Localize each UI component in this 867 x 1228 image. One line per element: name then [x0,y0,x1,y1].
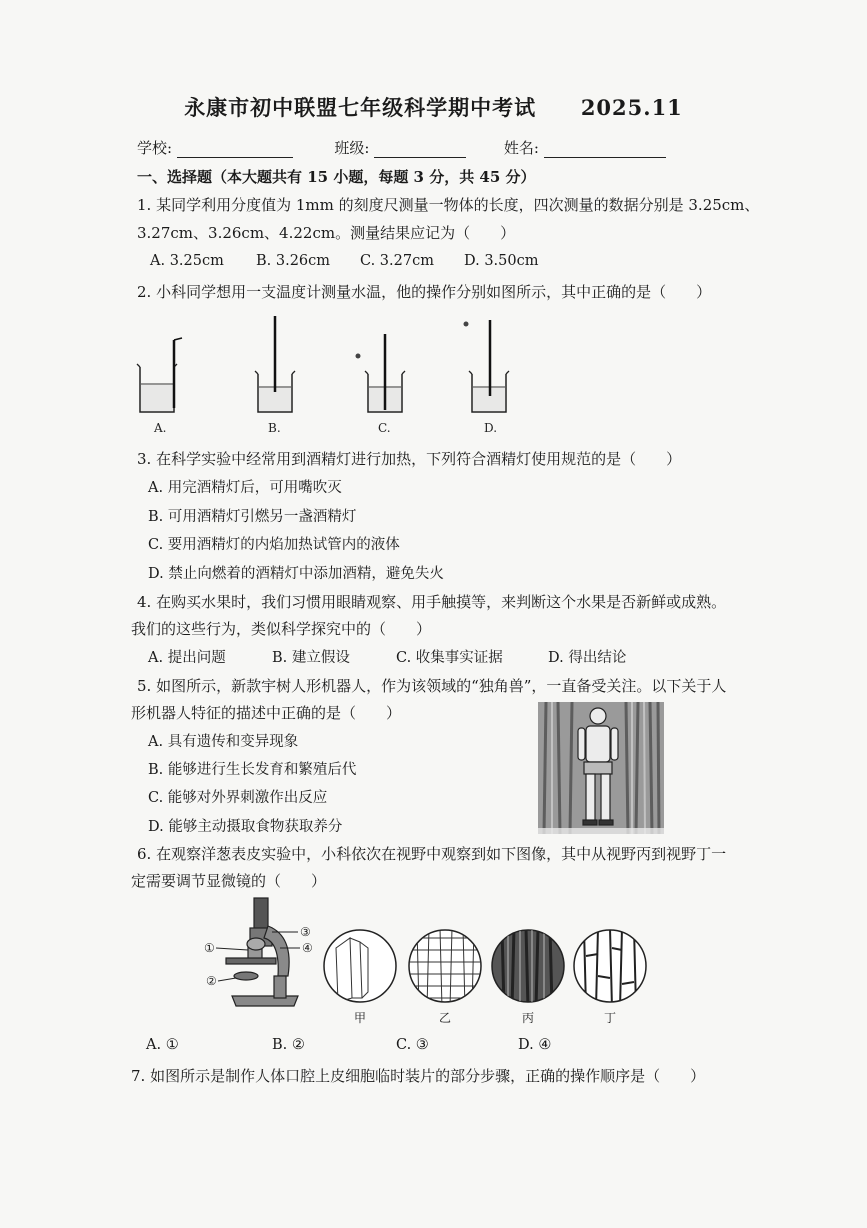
callout-1: ① [204,941,215,955]
view-bing [492,928,564,1008]
callout-3: ③ [300,925,311,939]
q6-line2: 定需要调节显微镜的（ ） [131,872,327,890]
q5-option-a[interactable]: A. 具有遗传和变异现象 [148,734,299,750]
fig-label-d: D. [484,421,498,435]
q4-option-b[interactable]: B. 建立假设 [272,650,350,666]
class-field[interactable] [374,143,466,158]
exam-date: 2025.11 [580,95,683,120]
fig-label-a: A. [154,421,167,435]
q4-option-d[interactable]: D. 得出结论 [548,650,627,666]
q3-option-c[interactable]: C. 要用酒精灯的内焰加热试管内的液体 [148,537,400,553]
microscope-views [322,928,662,1028]
beaker-b-figure [255,316,295,412]
view-ding [574,928,646,1008]
q5-option-c[interactable]: C. 能够对外界刺激作出反应 [148,790,328,806]
q2-text: 2. 小科同学想用一支温度计测量水温，他的操作分别如图所示，其中正确的是（ ） [137,283,712,301]
q1-option-a[interactable]: A. 3.25cm [150,253,224,269]
view-label-jia: 甲 [354,1011,367,1025]
q5-line2: 形机器人特征的描述中正确的是（ ） [131,704,402,722]
school-label: 学校: [137,139,173,157]
q6-option-d[interactable]: D. ④ [518,1037,552,1053]
student-info-fields [137,137,666,158]
beaker-c-figure [356,334,406,412]
view-label-ding: 丁 [604,1011,617,1025]
callout-2: ② [206,974,217,988]
beaker-a-figure [137,338,182,412]
q4-option-a[interactable]: A. 提出问题 [148,650,226,666]
q3-option-a[interactable]: A. 用完酒精灯后，可用嘴吹灭 [148,480,342,496]
q6-line1: 6. 在观察洋葱表皮实验中，小科依次在视野中观察到如下图像，其中从视野丙到视野丁一 [137,845,727,863]
name-field[interactable] [544,143,666,158]
fig-label-c: C. [378,421,391,435]
class-label: 班级: [334,139,370,157]
q5-line1: 5. 如图所示，新款宇树人形机器人，作为该领域的“独角兽”，一直备受关注。以下关于人 [137,677,727,695]
q3-option-d[interactable]: D. 禁止向燃着的酒精灯中添加酒精，避免失火 [148,566,444,582]
q3-text: 3. 在科学实验中经常用到酒精灯进行加热，下列符合酒精灯使用规范的是（ ） [137,450,682,468]
beaker-d-figure [464,320,510,412]
q4-line1: 4. 在购买水果时，我们习惯用眼睛观察、用手触摸等，来判断这个水果是否新鲜或成熟。 [137,593,727,611]
q3-option-b[interactable]: B. 可用酒精灯引燃另一盏酒精灯 [148,509,357,525]
view-label-bing: 丙 [522,1011,535,1025]
fig-label-b: B. [268,421,281,435]
exam-title [0,92,867,122]
microscope-figure [202,896,332,1021]
exam-title-text: 永康市初中联盟七年级科学期中考试 [184,95,537,120]
q6-option-c[interactable]: C. ③ [396,1037,429,1053]
q5-option-b[interactable]: B. 能够进行生长发育和繁殖后代 [148,762,357,778]
q1-line2: 3.27cm、3.26cm、4.22cm。测量结果应记为（ ） [137,224,516,242]
q7-text: 7. 如图所示是制作人体口腔上皮细胞临时装片的部分步骤，正确的操作顺序是（ ） [131,1067,706,1085]
q5-option-d[interactable]: D. 能够主动摄取食物获取养分 [148,819,343,835]
q4-option-c[interactable]: C. 收集事实证据 [396,650,503,666]
callout-4: ④ [302,941,313,955]
view-label-yi: 乙 [439,1011,452,1025]
school-field[interactable] [177,143,293,158]
q1-option-c[interactable]: C. 3.27cm [360,253,434,269]
q6-option-a[interactable]: A. ① [146,1037,179,1053]
thermometer-figures [130,312,530,437]
section-title: 一、选择题（本大题共有 15 小题，每题 3 分，共 45 分） [137,168,536,186]
q6-option-b[interactable]: B. ② [272,1037,305,1053]
view-jia [324,930,396,1002]
q1-option-b[interactable]: B. 3.26cm [256,253,331,269]
view-yi [409,928,481,1008]
q1-option-d[interactable]: D. 3.50cm [464,253,539,269]
q1-line1: 1. 某同学利用分度值为 1mm 的刻度尺测量一物体的长度，四次测量的数据分别是 3.25cm、 [137,196,760,214]
q4-line2: 我们的这些行为，类似科学探究中的（ ） [131,620,432,638]
name-label: 姓名: [503,139,539,157]
robot-photo [538,702,664,834]
